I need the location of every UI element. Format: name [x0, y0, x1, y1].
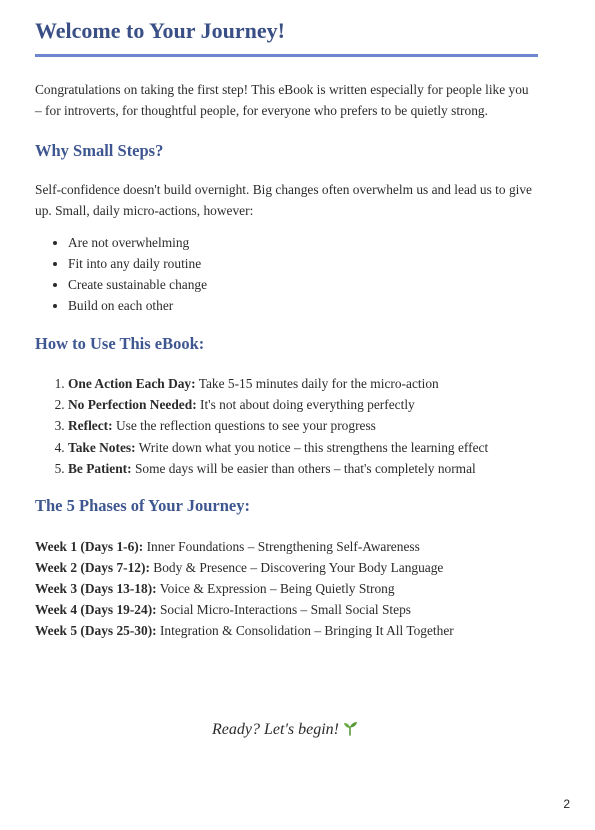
list-item: • Fit into any daily routine: [68, 253, 538, 274]
step-text: Some days will be easier than others – that's completely normal: [131, 460, 476, 476]
week-text: Social Micro-Interactions – Small Social Steps: [156, 602, 412, 618]
closing-line: [0, 720, 570, 739]
step-label: One Action Each Day:: [68, 376, 196, 391]
list-item: [68, 458, 538, 479]
week-text: Inner Foundations – Strengthening Self-Awareness: [143, 539, 420, 555]
step-text: Take 5-15 minutes daily for the micro-action: [195, 376, 439, 391]
how-steps-list: [35, 373, 538, 479]
title-divider: [35, 54, 538, 57]
step-label: Take Notes:: [68, 439, 136, 455]
step-label: No Perfection Needed:: [68, 397, 197, 413]
week-line: [35, 578, 538, 599]
phases-list: [35, 536, 538, 641]
week-text: Voice & Expression – Being Quietly Strong: [156, 581, 395, 597]
how-heading: How to Use This eBook:: [35, 334, 205, 353]
page-title: Welcome to Your Journey!: [35, 18, 285, 43]
page-content: [35, 0, 538, 641]
step-label: Be Patient:: [68, 460, 132, 476]
why-paragraph: Self-confidence doesn't build overnight. Big changes often overwhelm us and lead us to give up. Small, daily micro-actions, however:: [35, 182, 532, 218]
why-list: [35, 232, 538, 316]
step-label: Reflect:: [68, 418, 113, 434]
list-item: [68, 415, 538, 436]
list-item: • Build on each other: [68, 295, 538, 316]
week-line: [35, 536, 538, 557]
page-number: 2: [563, 797, 570, 811]
step-text: Use the reflection questions to see your progress: [112, 418, 376, 434]
list-item: [68, 394, 538, 415]
closing-text: Ready? Let's begin!: [212, 721, 339, 738]
phases-heading: The 5 Phases of Your Journey:: [35, 496, 250, 516]
why-heading: Why Small Steps?: [35, 141, 164, 160]
list-item: [68, 437, 538, 458]
week-label: Week 5 (Days 25-30):: [35, 623, 157, 639]
week-line: [35, 599, 538, 620]
week-label: Week 4 (Days 19-24):: [35, 602, 157, 618]
week-label: Week 2 (Days 7-12):: [35, 560, 150, 576]
list-item: [68, 373, 538, 394]
intro-paragraph: Congratulations on taking the first step! This eBook is written especially for people like you – for introverts, for thoughtful people, for everyone who prefers to be quietly strong.: [35, 82, 529, 118]
week-label: Week 1 (Days 1-6):: [35, 539, 144, 555]
step-text: Write down what you notice – this strengthens the learning effect: [135, 439, 489, 455]
week-line: [35, 620, 538, 641]
week-text: Integration & Consolidation – Bringing It All Together: [156, 623, 454, 639]
step-text: It's not about doing everything perfectly: [196, 397, 415, 413]
week-label: Week 3 (Days 13-18):: [35, 581, 157, 597]
week-text: Body & Presence – Discovering Your Body Language: [149, 560, 444, 576]
list-item: • Create sustainable change: [68, 274, 538, 295]
list-item: • Are not overwhelming: [68, 232, 538, 253]
week-line: [35, 557, 538, 578]
sprout-icon: [342, 720, 358, 736]
